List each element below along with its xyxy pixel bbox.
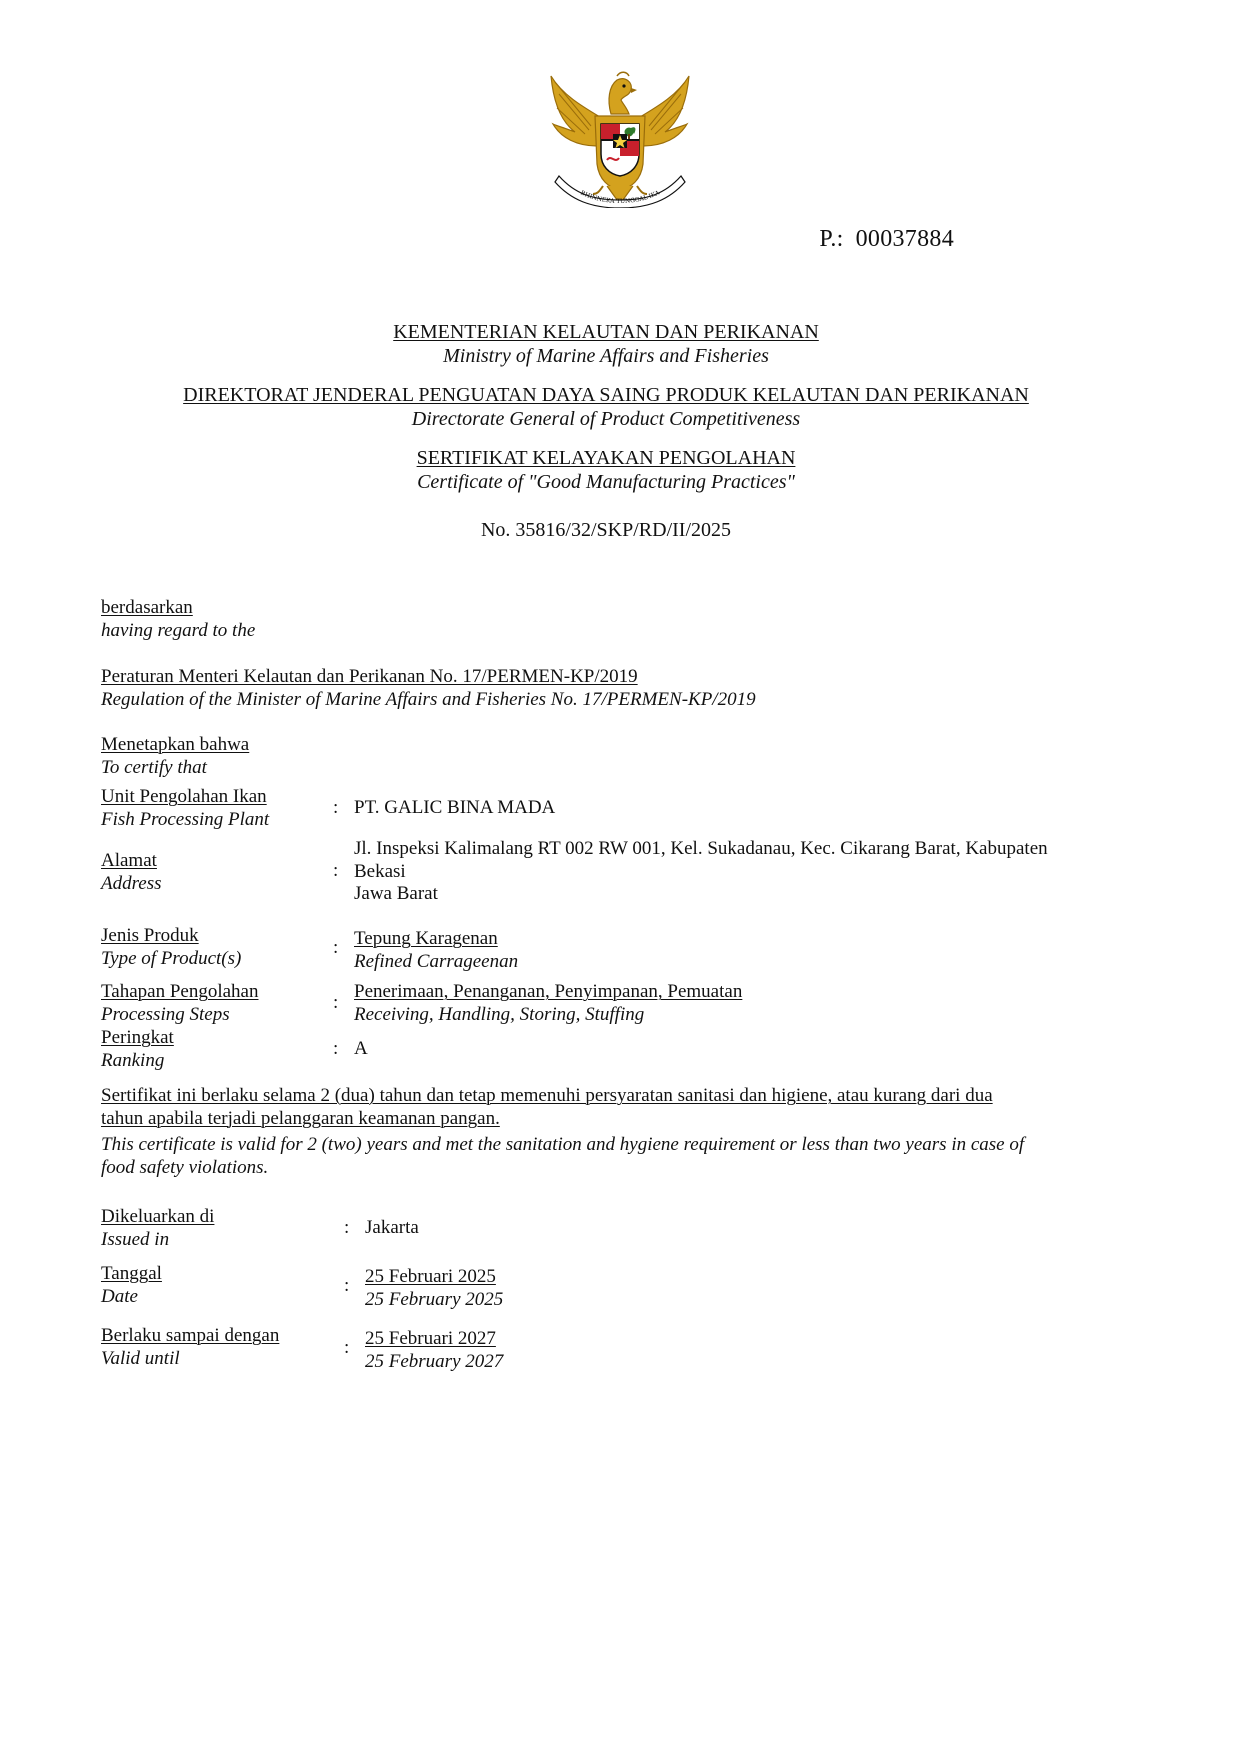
regulation-en: Regulation of the Minister of Marine Affairs and Fisheries No. 17/PERMEN-KP/2019 (101, 688, 756, 710)
valid-until-value-id: 25 Februari 2027 (365, 1328, 496, 1349)
emblem-motto: BHINNEKA TUNGGAL IKA (579, 189, 661, 206)
directorate-title-en: Directorate General of Product Competitiveness (411, 408, 801, 430)
field-date (101, 1263, 1151, 1309)
steps-value-id: Penerimaan, Penanganan, Penyimpanan, Pemuatan (354, 981, 743, 1002)
field-address (101, 838, 1151, 908)
garuda-emblem-icon (545, 68, 695, 208)
document-serial-number (819, 226, 954, 253)
certify-statement (101, 734, 1141, 779)
colon: : (333, 1038, 339, 1059)
validity-id-line-1: Sertifikat ini berlaku selama 2 (dua) tahun dan tetap memenuhi persyaratan sanitasi dan higiene, atau kurang dari dua (101, 1085, 993, 1106)
issued-in-label-id: Dikeluarkan di (101, 1206, 215, 1227)
colon: : (333, 860, 339, 881)
plant-label-id: Unit Pengolahan Ikan (101, 786, 267, 807)
regulation (101, 666, 1141, 711)
product-label-en: Type of Product(s) (101, 947, 242, 969)
address-value (354, 838, 1234, 906)
address-line-3: Jawa Barat (354, 883, 438, 904)
serial-label: P.: (819, 226, 844, 252)
address-line-2: Bekasi (354, 860, 406, 882)
issued-in-label-en: Issued in (101, 1228, 170, 1250)
ministry-title-id: KEMENTERIAN KELAUTAN DAN PERIKANAN (393, 321, 819, 343)
date-value-en: 25 February 2025 (365, 1288, 504, 1310)
product-label-id: Jenis Produk (101, 925, 199, 946)
plant-label-en: Fish Processing Plant (101, 808, 270, 830)
product-value-id: Tepung Karagenan (354, 928, 498, 949)
valid-until-value-en: 25 February 2027 (365, 1350, 504, 1372)
address-label-en: Address (101, 872, 162, 894)
colon: : (344, 1275, 350, 1296)
steps-label-en: Processing Steps (101, 1003, 230, 1025)
ministry-title-en: Ministry of Marine Affairs and Fisheries (443, 345, 769, 367)
certificate-number: No. 35816/32/SKP/RD/II/2025 (480, 519, 732, 541)
field-processing-steps (101, 981, 1151, 1027)
ranking-label-en: Ranking (101, 1049, 165, 1071)
basis-label (101, 597, 1141, 642)
colon: : (333, 992, 339, 1013)
valid-until-label-en: Valid until (101, 1347, 180, 1369)
field-plant (101, 786, 1151, 832)
product-value-en: Refined Carrageenan (354, 950, 519, 972)
date-value-id: 25 Februari 2025 (365, 1266, 496, 1287)
certify-id: Menetapkan bahwa (101, 734, 250, 755)
plant-value: PT. GALIC BINA MADA (354, 797, 556, 818)
address-line-1: Jl. Inspeksi Kalimalang RT 002 RW 001, Kel. Sukadanau, Kec. Cikarang Barat, Kabupaten (354, 838, 1048, 859)
steps-label-id: Tahapan Pengolahan (101, 981, 259, 1002)
basis-id: berdasarkan (101, 597, 193, 618)
colon: : (344, 1217, 350, 1238)
ranking-label-id: Peringkat (101, 1027, 174, 1048)
ranking-value: A (354, 1038, 368, 1059)
validity-statement (101, 1085, 1161, 1179)
steps-value-en: Receiving, Handling, Storing, Stuffing (354, 1003, 645, 1025)
validity-id-line-2: tahun apabila terjadi pelanggaran keamanan pangan. (101, 1107, 500, 1129)
colon: : (333, 797, 339, 818)
regulation-id: Peraturan Menteri Kelautan dan Perikanan No. 17/PERMEN-KP/2019 (101, 666, 638, 687)
date-label-id: Tanggal (101, 1263, 162, 1284)
issued-in-value: Jakarta (365, 1217, 419, 1238)
directorate-title-id: DIREKTORAT JENDERAL PENGUATAN DAYA SAING PRODUK KELAUTAN DAN PERIKANAN (183, 384, 1029, 406)
colon: : (344, 1337, 350, 1358)
valid-until-label-id: Berlaku sampai dengan (101, 1325, 280, 1346)
certificate-title-id: SERTIFIKAT KELAYAKAN PENGOLAHAN (416, 447, 796, 469)
date-label-en: Date (101, 1285, 138, 1307)
validity-en-line-1: This certificate is valid for 2 (two) years and met the sanitation and hygiene requirement or less than two years in case of (101, 1134, 1025, 1155)
basis-en: having regard to the (101, 619, 256, 641)
certify-en: To certify that (101, 756, 207, 778)
serial-value: 00037884 (855, 226, 954, 252)
field-valid-until (101, 1325, 1151, 1371)
colon: : (333, 937, 339, 958)
validity-en-line-2: food safety violations. (101, 1156, 269, 1178)
field-product (101, 925, 1151, 971)
field-issued-in (101, 1206, 1151, 1252)
field-ranking (101, 1027, 1151, 1073)
certificate-title-en: Certificate of "Good Manufacturing Practices" (417, 471, 795, 493)
address-label-id: Alamat (101, 850, 157, 871)
